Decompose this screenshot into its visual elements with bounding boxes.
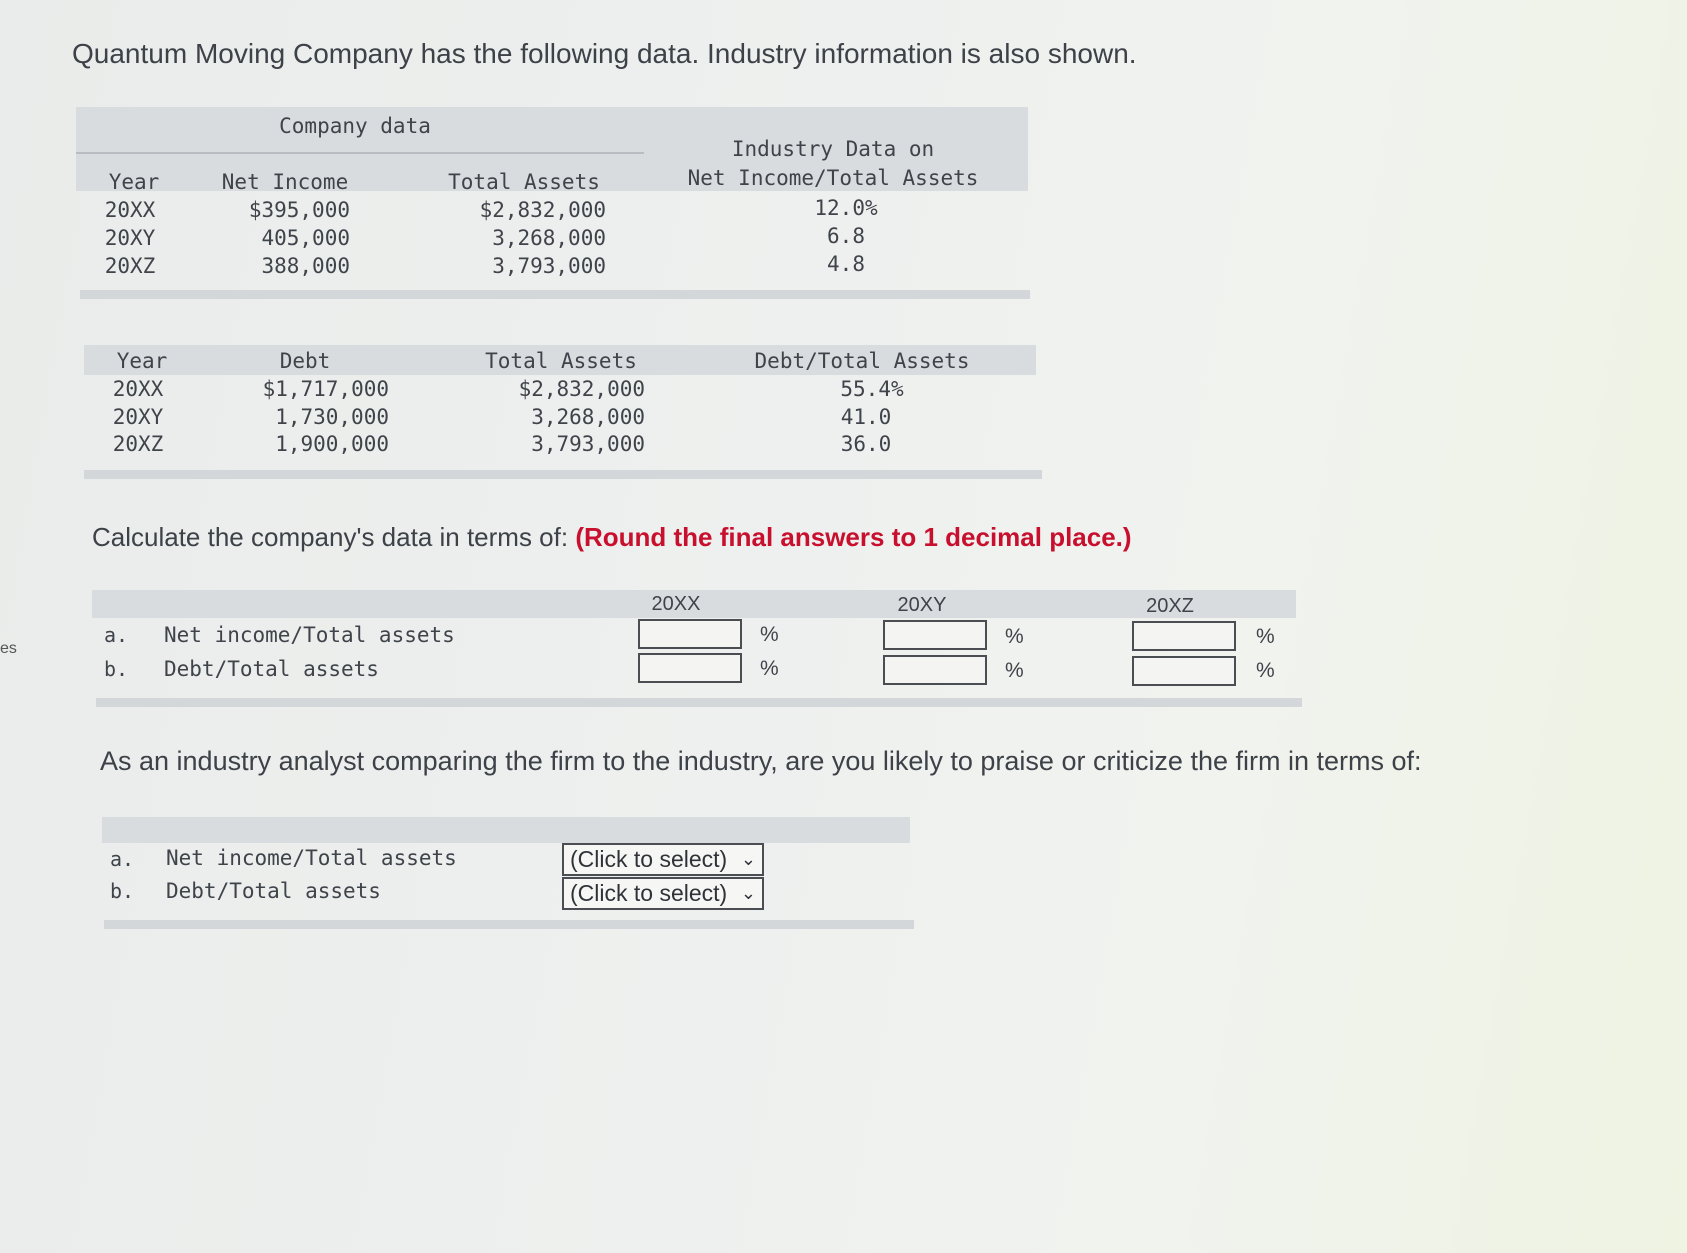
year-header-20xx: 20XX [651, 593, 701, 615]
percent-sign: % [1256, 625, 1275, 648]
total-assets-cell: 3,793,000 [492, 254, 606, 278]
praise-select-net-income[interactable] [562, 843, 764, 876]
industry-cell: 6.8 [827, 224, 865, 248]
praise-header-bg [102, 817, 910, 843]
ratio-cell: 36.0 [840, 432, 892, 456]
calc-prompt [92, 522, 1132, 553]
percent-sign: % [1256, 659, 1275, 682]
answer-input-b-20xy[interactable] [883, 655, 987, 685]
year-cell: 20XZ [112, 432, 164, 456]
chevron-down-icon: ⌄ [740, 883, 756, 903]
industry-cell: 12.0% [814, 196, 878, 220]
industry-cell: 4.8 [827, 252, 865, 276]
year-header-20xy: 20XY [897, 594, 947, 616]
col-net-income: Net Income [221, 170, 349, 194]
answer-input-a-20xz[interactable] [1132, 621, 1236, 651]
net-income-cell: $395,000 [248, 198, 350, 222]
debt-cell: 1,730,000 [275, 405, 389, 429]
row-label-net-income-total-assets: Net income/Total assets [166, 846, 457, 870]
year-header-20xz: 20XZ [1146, 595, 1194, 617]
round-instruction: (Round the final answers to 1 decimal place.) [575, 522, 1132, 552]
total-assets-cell: $2,832,000 [479, 198, 606, 222]
answer-input-b-20xz[interactable] [1132, 656, 1236, 686]
row-letter-b: b. [104, 657, 129, 681]
col-total-assets: Total Assets [448, 170, 600, 194]
chevron-down-icon: ⌄ [740, 849, 756, 869]
company-data-header: Company data [279, 114, 431, 138]
ratio-cell: 55.4% [840, 377, 904, 401]
analyst-question: As an industry analyst comparing the firm to the industry, are you likely to praise or criticize the firm in terms of: [100, 746, 1422, 776]
answer-input-a-20xx[interactable] [638, 619, 742, 649]
answer-input-b-20xx[interactable] [638, 653, 742, 683]
total-assets-cell: 3,793,000 [531, 432, 645, 456]
industry-header-line1: Industry Data on [731, 137, 935, 161]
row-label-debt-total-assets: Debt/Total assets [166, 879, 381, 903]
table1-header-rule [76, 152, 644, 154]
calc-prompt-text: Calculate the company's data in terms of: [92, 522, 569, 552]
percent-sign: % [1005, 625, 1024, 648]
intro-text: Quantum Moving Company has the following data. Industry information is also shown. [72, 38, 1137, 69]
row-letter-a: a. [104, 623, 129, 647]
year-cell: 20XY [104, 226, 156, 250]
percent-sign: % [1005, 659, 1024, 682]
industry-header-line2: Net Income/Total Assets [687, 166, 979, 190]
year-cell: 20XZ [104, 254, 156, 278]
col-year: Year [116, 349, 168, 373]
net-income-cell: 388,000 [261, 254, 350, 278]
col-total-assets: Total Assets [485, 349, 637, 373]
side-label: es [0, 640, 17, 657]
net-income-cell: 405,000 [261, 226, 350, 250]
answer-bottom-rule [96, 698, 1302, 707]
year-cell: 20XX [104, 198, 156, 222]
year-cell: 20XY [112, 405, 164, 429]
row-letter-b: b. [110, 879, 135, 903]
answer-input-a-20xy[interactable] [883, 620, 987, 650]
table1-bottom-rule [80, 290, 1030, 299]
col-debt-ratio: Debt/Total Assets [754, 349, 970, 373]
row-label-net-income-total-assets: Net income/Total assets [164, 623, 455, 647]
col-year: Year [108, 170, 160, 194]
debt-cell: $1,717,000 [262, 377, 389, 401]
row-label-debt-total-assets: Debt/Total assets [164, 657, 379, 681]
select-value: (Click to select) [570, 846, 728, 872]
row-letter-a: a. [110, 847, 135, 871]
debt-cell: 1,900,000 [275, 432, 389, 456]
praise-bottom-rule [104, 920, 914, 929]
total-assets-cell: 3,268,000 [531, 405, 645, 429]
percent-sign: % [760, 657, 779, 680]
ratio-cell: 41.0 [840, 405, 892, 429]
total-assets-cell: 3,268,000 [492, 226, 606, 250]
total-assets-cell: $2,832,000 [518, 377, 645, 401]
select-value: (Click to select) [570, 880, 728, 906]
table2-bottom-rule [84, 470, 1042, 479]
year-cell: 20XX [112, 377, 164, 401]
percent-sign: % [760, 623, 779, 646]
praise-select-debt[interactable] [562, 877, 764, 910]
col-debt: Debt [279, 349, 331, 373]
